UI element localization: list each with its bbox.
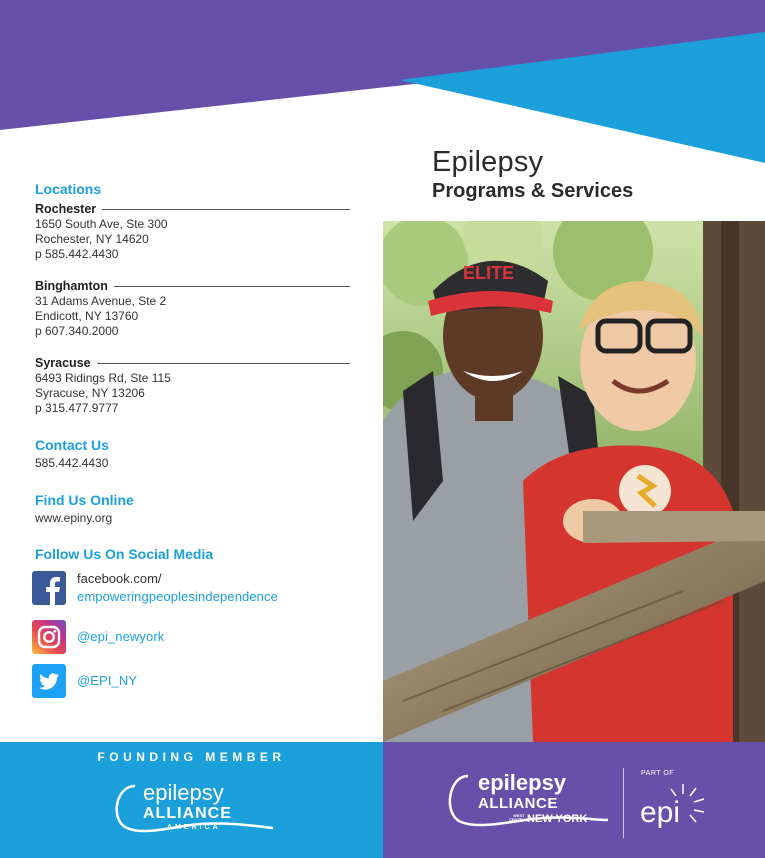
address-line: 1650 South Ave, Ste 300 [35, 217, 168, 231]
social-heading: Follow Us On Social Media [35, 546, 214, 562]
location-rochester [35, 201, 350, 262]
twitter-link[interactable]: @EPI_NY [77, 673, 138, 688]
instagram-icon[interactable] [32, 620, 66, 654]
location-syracuse [35, 355, 350, 416]
city-line: Syracuse, NY 13206 [35, 386, 145, 400]
phone-line: p 315.477.9777 [35, 401, 119, 415]
location-binghamton [35, 278, 350, 339]
logo-new-york-text: NEW YORK [527, 813, 588, 825]
logo-alliance-text: ALLIANCE [478, 795, 558, 812]
logo-epilepsy-text: epilepsy [478, 770, 567, 795]
phone-line: p 585.442.4430 [35, 247, 119, 261]
instagram-row[interactable] [32, 620, 352, 654]
phone-line: p 607.340.2000 [35, 324, 119, 338]
logo-west-text: WEST [513, 813, 525, 818]
website-link[interactable]: www.epiny.org [35, 511, 113, 525]
facebook-icon[interactable] [32, 571, 66, 605]
address-line: 6493 Ridings Rd, Ste 115 [35, 371, 171, 385]
title-epilepsy: Epilepsy [432, 146, 544, 178]
city-line: Endicott, NY 13760 [35, 309, 139, 323]
location-name: Rochester [35, 202, 97, 216]
contact-heading: Contact Us [35, 437, 109, 453]
logo-america-text: AMERICA [167, 824, 221, 831]
divider-rule [114, 286, 350, 287]
epi-logo [638, 782, 718, 842]
twitter-icon[interactable] [32, 664, 66, 698]
logo-alliance-text: ALLIANCE [143, 805, 232, 822]
logo-central-text: CENTRAL [509, 817, 529, 822]
epi-logo-text: epi [640, 796, 681, 829]
divider-rule [97, 363, 350, 364]
part-of-label: PART OF [641, 770, 675, 777]
instagram-link[interactable]: @epi_newyork [77, 629, 165, 644]
facebook-row[interactable] [32, 570, 352, 606]
twitter-row[interactable] [32, 664, 352, 698]
epilepsy-alliance-wcny-logo [443, 760, 618, 850]
svg-text:ELITE: ELITE [463, 263, 515, 283]
location-name: Syracuse [35, 356, 91, 370]
logo-epilepsy-text: epilepsy [143, 780, 224, 805]
facebook-prefix: facebook.com/ [77, 571, 162, 586]
footer-wcny [383, 742, 765, 858]
address-line: 31 Adams Avenue, Ste 2 [35, 294, 167, 308]
header-banner [0, 0, 765, 170]
find-online-heading: Find Us Online [35, 492, 134, 508]
location-name: Binghamton [35, 279, 108, 293]
divider-rule [102, 209, 350, 210]
locations-heading: Locations [35, 181, 102, 197]
founding-member-label: FOUNDING MEMBER [97, 750, 286, 764]
contact-phone[interactable]: 585.442.4430 [35, 456, 109, 470]
title-programs-services: Programs & Services [432, 180, 634, 202]
hero-photo [383, 221, 765, 742]
contact-column [35, 180, 350, 563]
facebook-link[interactable]: empoweringpeoplesindependence [77, 589, 278, 604]
footer-divider [623, 768, 624, 838]
epilepsy-alliance-america-logo [105, 766, 285, 856]
footer-founding-member [0, 742, 383, 858]
brochure-title [432, 146, 633, 203]
city-line: Rochester, NY 14620 [35, 232, 149, 246]
